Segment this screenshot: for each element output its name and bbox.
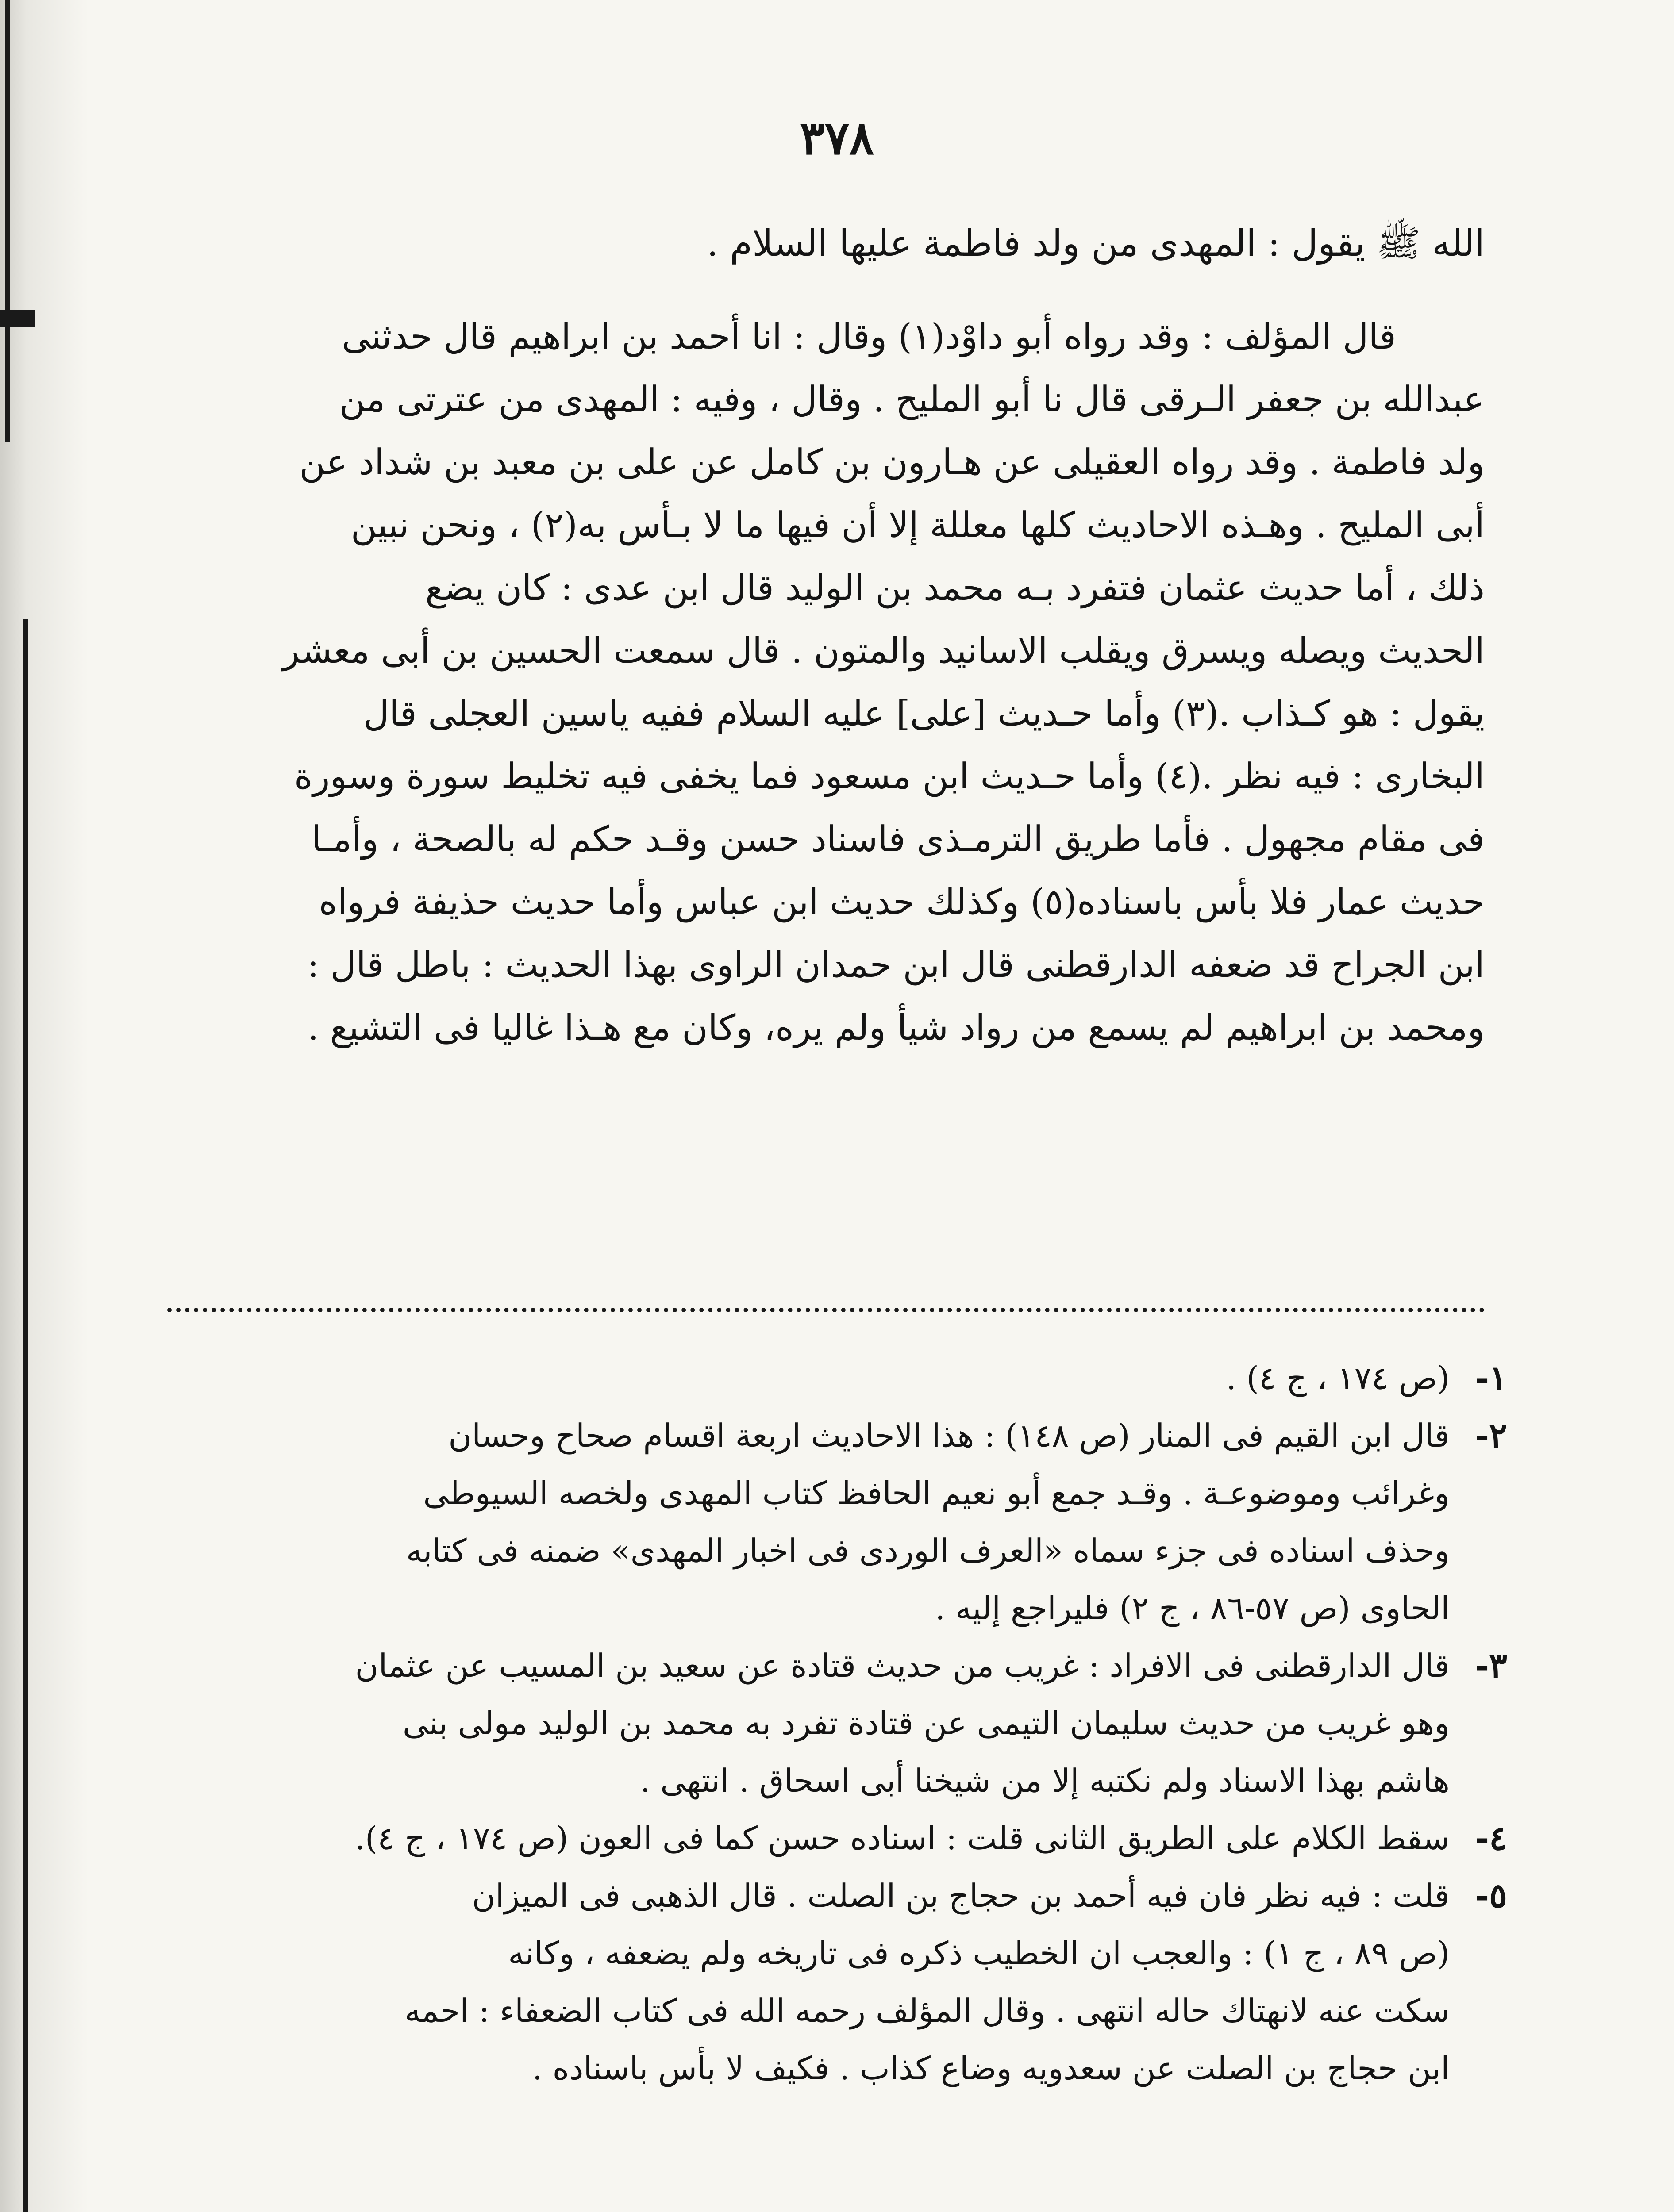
footnote-3 <box>167 1637 1507 1809</box>
text-line: يقول : هو كـذاب .(٣) وأما حـديث [على] عليه السلام ففيه ياسين العجلى قال <box>363 693 1485 734</box>
binding-edge-mark <box>0 310 35 327</box>
footnote-4 <box>167 1809 1507 1867</box>
text-line: البخارى : فيه نظر .(٤) وأما حـديث ابن مسعود فما يخفى فيه تخليط سورة وسورة <box>294 756 1485 797</box>
page-binding-shadow <box>0 0 89 2212</box>
footnote-line: الحاوى (ص ٥٧-٨٦ ، ج ٢) فليراجع إليه . <box>935 1590 1450 1627</box>
footnote-2 <box>167 1407 1507 1637</box>
footnote-line: هاشم بهذا الاسناد ولم نكتبه إلا من شيخنا أبى اسحاق . انتهى . <box>640 1762 1450 1799</box>
footnote-line: (ص ١٧٤ ، ج ٤) . <box>1226 1359 1450 1397</box>
footnote-line: وحذف اسناده فى جزء سماه «العرف الوردى فى اخبار المهدى» ضمنه فى كتابه <box>406 1532 1450 1569</box>
footnote-1 <box>167 1349 1507 1407</box>
opening-line: الله ﷺ يقول : المهدى من ولد فاطمة عليها السلام . <box>707 223 1485 265</box>
text-line: قال المؤلف : وقد رواه أبو داوْد(١) وقال : انا أحمد بن ابراهيم قال حدثنى <box>342 316 1396 357</box>
footnote-number: ٥- <box>1475 1876 1507 1915</box>
footnote-line: (ص ٨٩ ، ج ١) : والعجب ان الخطيب ذكره فى تاريخه ولم يضعفه ، وكانه <box>508 1935 1450 1972</box>
text-line: ومحمد بن ابراهيم لم يسمع من رواد شيأ ولم يره، وكان مع هـذا غاليا فى التشيع . <box>307 1007 1485 1048</box>
left-margin-line <box>5 0 10 442</box>
footnote-number: ٣- <box>1475 1646 1507 1685</box>
footnote-line: سقط الكلام على الطريق الثانى قلت : اسناده حسن كما فى العون (ص ١٧٤ ، ج ٤). <box>355 1820 1450 1857</box>
main-paragraph <box>167 305 1485 1059</box>
footnote-number: ١- <box>1475 1358 1507 1398</box>
footnotes <box>167 1349 1507 2097</box>
text-line: حديث عمار فلا بأس باسناده(٥) وكذلك حديث ابن عباس وأما حديث حذيفة فرواه <box>319 881 1485 922</box>
footnote-line: ابن حجاج بن الصلت عن سعدويه وضاع كذاب . فكيف لا بأس باسناده . <box>532 2050 1450 2087</box>
footnote-line: قال ابن القيم فى المنار (ص ١٤٨) : هذا الاحاديث اربعة اقسام صحاح وحسان <box>448 1417 1450 1454</box>
text-line: عبدالله بن جعفر الـرقى قال نا أبو المليح . وقال ، وفيه : المهدى من عترتى من <box>339 379 1485 420</box>
text-line: أبى المليح . وهـذه الاحاديث كلها معللة إلا أن فيها ما لا بـأس به(٢) ، ونحن نبين <box>350 504 1485 545</box>
footnote-line: قال الدارقطنى فى الافراد : غريب من حديث قتادة عن سعيد بن المسيب عن عثمان <box>355 1647 1450 1684</box>
footnote-separator <box>167 1308 1485 1312</box>
footnote-number: ٤- <box>1475 1818 1507 1858</box>
footnote-number: ٢- <box>1475 1416 1507 1455</box>
text-line: فى مقام مجهول . فأما طريق الترمـذى فاسناد حسن وقـد حكم له بالصحة ، وأمـا <box>311 818 1485 860</box>
text-line: ذلك ، أما حديث عثمان فتفرد بـه محمد بن الوليد قال ابن عدى : كان يضع <box>425 567 1485 608</box>
footnote-line: وهو غريب من حديث سليمان التيمى عن قتادة تفرد به محمد بن الوليد مولى بنى <box>402 1705 1450 1742</box>
footnote-line: قلت : فيه نظر فان فيه أحمد بن حجاج بن الصلت . قال الذهبى فى الميزان <box>472 1877 1450 1914</box>
page-number: ٣٧٨ <box>800 111 874 165</box>
text-line: الحديث ويصله ويسرق ويقلب الاسانيد والمتون . قال سمعت الحسين بن أبى معشر <box>282 630 1485 671</box>
footnote-5 <box>167 1867 1507 2097</box>
footnote-line: وغرائب وموضوعـة . وقـد جمع أبو نعيم الحافظ كتاب المهدى ولخصه السيوطى <box>423 1475 1450 1512</box>
footnote-line: سكت عنه لانهتاك حاله انتهى . وقال المؤلف رحمه الله فى كتاب الضعفاء : احمه <box>404 1992 1450 2029</box>
text-line: ولد فاطمة . وقد رواه العقيلى عن هـارون بن كامل عن على بن معبد بن شداد عن <box>299 442 1485 483</box>
text-line: ابن الجراح قد ضعفه الدارقطنى قال ابن حمدان الراوى بهذا الحديث : باطل قال : <box>307 944 1485 985</box>
binding-edge-line <box>23 619 28 2212</box>
